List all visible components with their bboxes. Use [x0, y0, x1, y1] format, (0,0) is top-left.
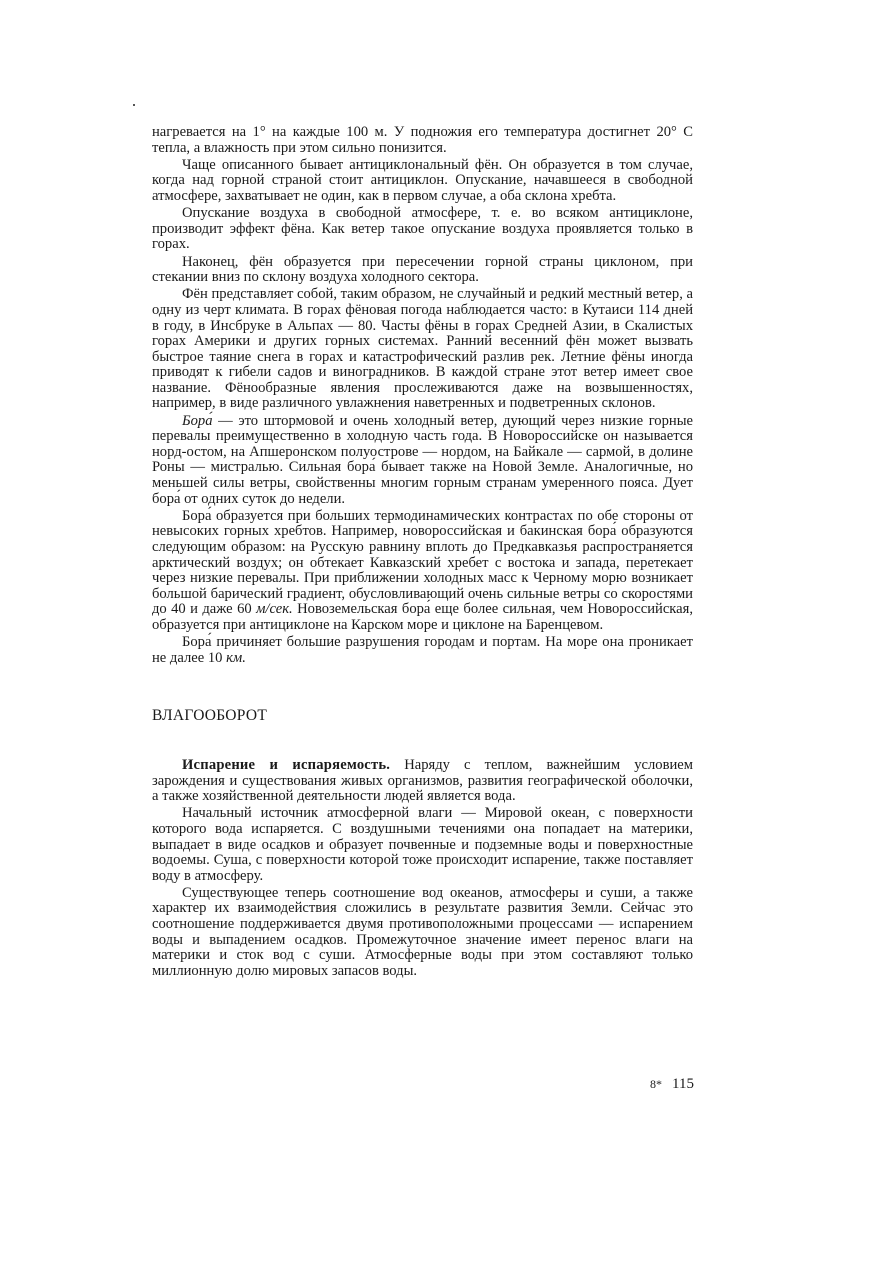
paragraph-bora-damage [152, 635, 693, 666]
text-column [152, 125, 693, 981]
subsection-runin-heading: Испарение и испаряемость. [182, 756, 391, 773]
page-footer [612, 1076, 694, 1093]
paragraph-water-balance: Существующее теперь соотношение вод океанов, атмосферы и суши, а также характер их взаимодействия сложились в результате развития Земли. Сейчас это соотношение поддерживается двумя противоположными процессами — испарением воды и выпадением осадков. Промежуточное значение имеет перенос влаги на материки и сток вод с суши. Атмосферные воды при этом составляют только миллионную долю мировых запасов воды. [152, 884, 693, 979]
paragraph-bora-definition [152, 414, 693, 508]
speed-unit: м/сек. [256, 601, 293, 618]
paragraph-anticyclonic-foehn: Чаще описанного бывает антициклональный фён. Он образуется в том случае, когда над горной страной стоит антициклон. Опускание, начавшееся в свободной атмосфере, захватывает не один, как в первом случае, а оба склона хребта. [152, 156, 693, 204]
paragraph-moisture-source: Начальный источник атмосферной влаги — Мировой океан, с поверхности которого вода испаряется. С воздушными течениями она попадает на материки, выпадает в виде осадков и образует почвенные и подземные воды и поверхностные водоемы. Суша, с поверхности которой тоже происходит испарение, также поставляет воду в атмосферу. [152, 805, 693, 884]
bora-definition-text: — это штормовой и очень холодный ветер, дующий через низкие горные перевалы преимущественно в холодную часть года. В Новороссийске он называется норд-остом, на Апшеронском полуострове — нордом, на Байкале — сармой, в долине Роны — мистралью. Сильная бора́ бывает также на Новой Земле. Аналогичные, но меньшей силы ветры, свойственны многим горным странам умеренного пояса. Дует бора́ от одних суток до недели. [152, 412, 693, 507]
section-title: ВЛАГООБОРОТ [152, 707, 268, 725]
paragraph-evaporation [152, 758, 693, 805]
page-number: 115 [672, 1076, 694, 1092]
print-speck [133, 104, 135, 106]
paragraph-foehn-climate: Фён представляет собой, таким образом, не случайный и редкий местный ветер, а одну из черт климата. В горах фёновая погода наблюдается часто: в Кутаиси 114 дней в году, в Инсбруке в Альпах — 80. Часты фёны в горах Средней Азии, в Скалистых горах Америки и других горных системах. Ранний весенний фён может вызвать быстрое таяние снега в горах и катастрофический разлив рек. Летние фёны иногда приводят к гибели садов и виноградников. В каждой стране этот ветер имеет свое название. Фёнообразные явления прослеживаются даже на возвышенностях, например, в виде различного увлажнения наветренных и подветренных склонов. [152, 286, 693, 412]
bora-term: Бора́ [182, 412, 213, 429]
distance-unit: км. [226, 649, 246, 666]
evaporation-text: Наряду с теплом, важнейшим условием зарождения и существования живых организмов, развития географической оболочки, а также хозяйственной деятельности людей является вода. [152, 756, 693, 805]
paragraph-continuation: нагревается на 1° на каждые 100 м. У подножия его температура достигнет 20° С тепла, а влажность при этом сильно понизится. [152, 124, 693, 156]
signature-mark: 8* [650, 1077, 663, 1091]
paragraph-bora-formation [152, 509, 693, 634]
paragraph-air-descent: Опускание воздуха в свободной атмосфере, т. е. во всяком антициклоне, производит эффект фёна. Как ветер такое опускание воздуха проявляется только в горах. [152, 205, 693, 253]
paragraph-cyclone-foehn: Наконец, фён образуется при пересечении горной страны циклоном, при стекании вниз по склону воздуха холодного сектора. [152, 253, 693, 286]
bora-formation-text: Бора́ образуется при больших термодинамических контрастах по обе стороны от невысоких горных хребтов. Например, новороссийская и бакинская бора́ образуются следующим образом: на Русскую равнину вплоть до Предкавказья распространяется арктический воздух; он обтекает Кавказский хребет с востока и запада, перетекает через низкие перевалы. При приближении холодных масс к Черному морю возникает большой барический градиент, обусловливающий очень сильные ветры со скоростями до 40 и даже 60 [152, 507, 693, 618]
bora-damage-text: Бора́ причиняет большие разрушения городам и портам. На море она проникает не далее 10 [152, 634, 693, 666]
bora-formation-text-end: Новоземельская бора́ еще более сильная, чем Новороссийская, образуется при антициклоне на Карском море и циклоне на Баренцевом. [152, 601, 694, 633]
